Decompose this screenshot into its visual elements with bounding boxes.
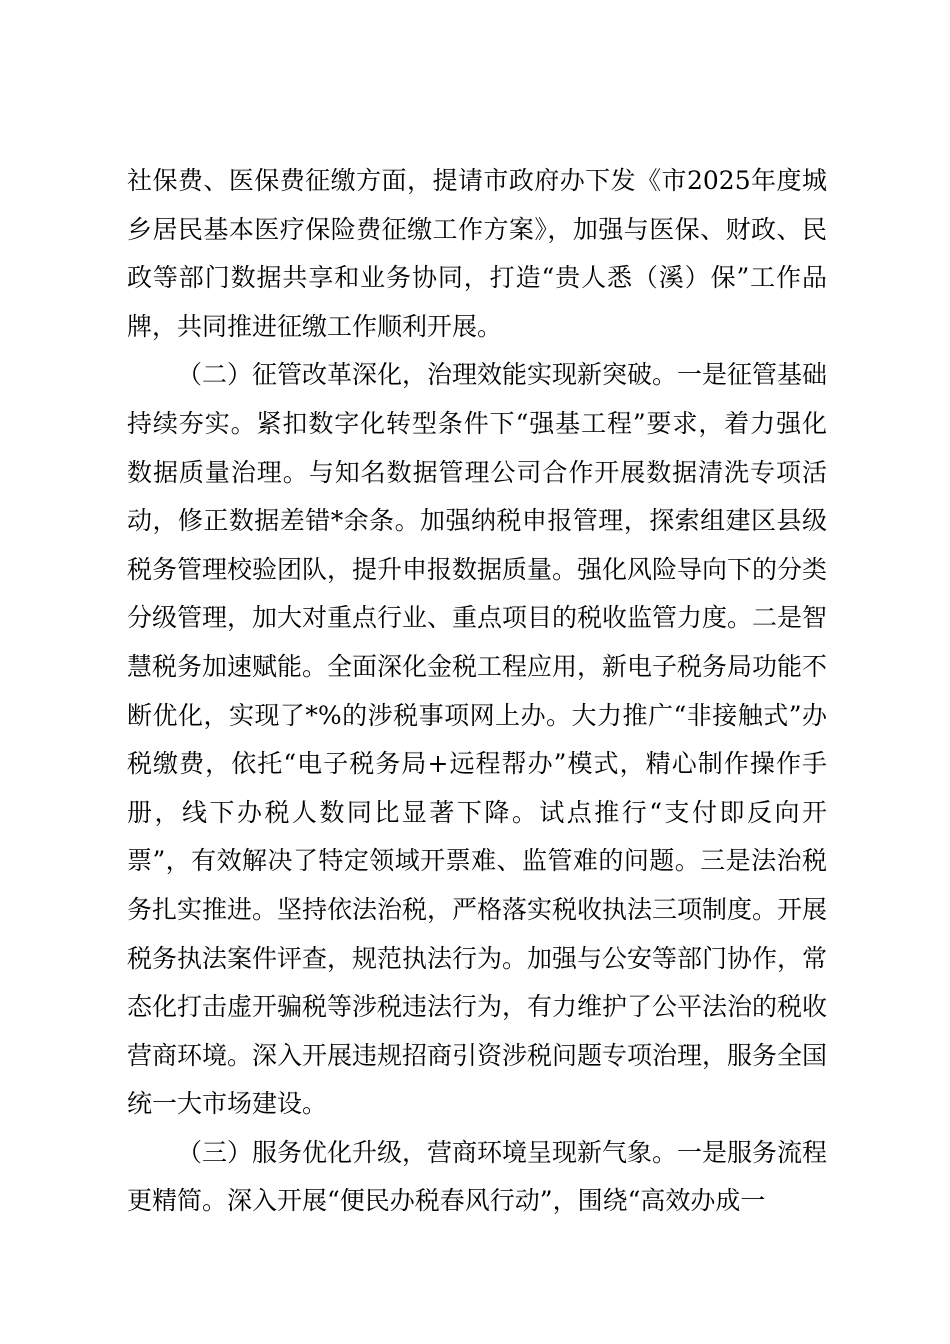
document-body (127, 157, 827, 1226)
paragraph-service-optimization: （三）服务优化升级，营商环境呈现新气象。一是服务流程更精简。深入开展“便民办税春风行动”，围绕“高效办成一 (127, 1137, 828, 1216)
paragraph-collection-management-reform: （二）征管改革深化，治理效能实现新突破。一是征管基础持续夯实。紧扣数字化转型条件下“强基工程”要求，着力强化数据质量治理。与知名数据管理公司合作开展数据清洗专项活动，修正数据差错*余条。加强纳税申报管理，探索组建区县级税务管理校验团队，提升申报数据质量。强化风险导向下的分类分级管理，加大对重点行业、重点项目的税收监管力度。二是智慧税务加速赋能。全面深化金税工程应用，新电子税务局功能不断优化，实现了*%的涉税事项网上办。大力推广“非接触式”办税缴费，依托“电子税务局+远程帮办”模式，精心制作操作手册，线下办税人数同比显著下降。试点推行“支付即反向开票”，有效解决了特定领域开票难、监管难的问题。三是法治税务扎实推进。坚持依法治税，严格落实税收执法三项制度。开展税务执法案件评查，规范执法行为。加强与公安等部门协作，常态化打击虚开骗税等涉税违法行为，有力维护了公平法治的税收营商环境。深入开展违规招商引资涉税问题专项治理，服务全国统一大市场建设。 (127, 360, 828, 1119)
paragraph-social-insurance-fees: 社保费、医保费征缴方面，提请市政府办下发《市2025年度城乡居民基本医疗保险费征缴工作方案》，加强与医保、财政、民政等部门数据共享和业务协同，打造“贵人悉（溪）保”工作品牌，共同推进征缴工作顺利开展。 (127, 166, 827, 341)
